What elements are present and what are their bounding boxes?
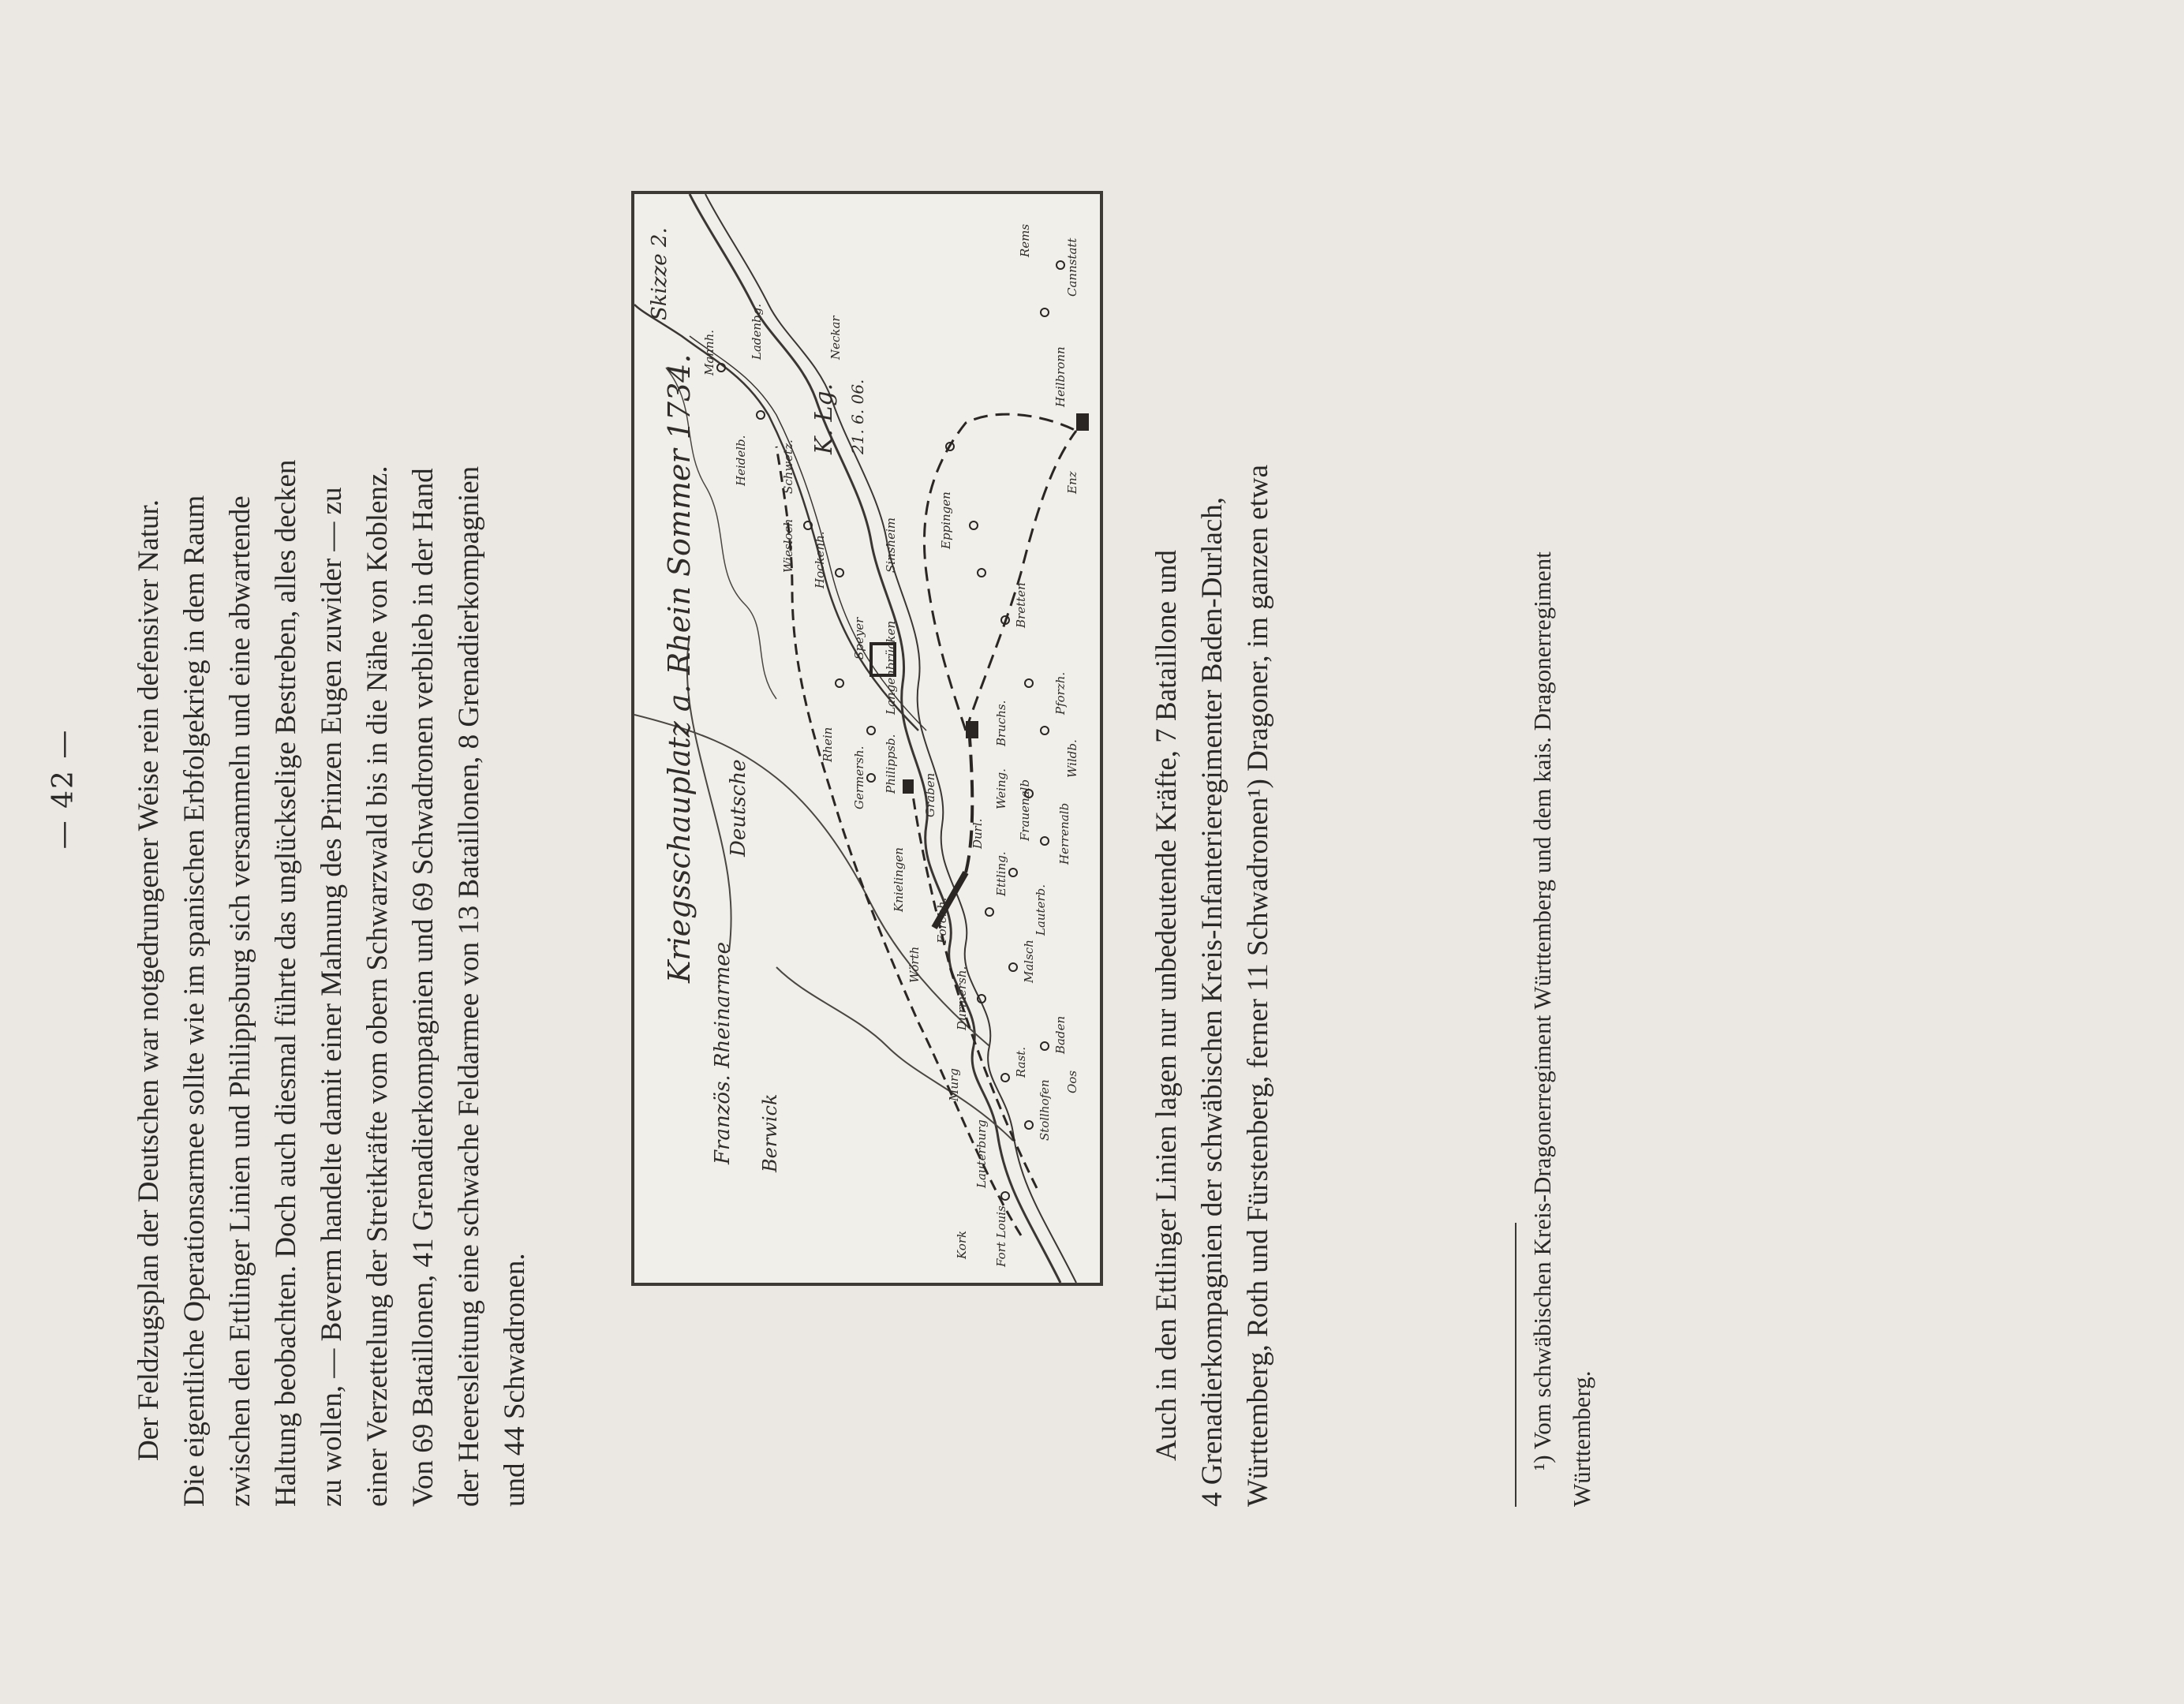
text-line: Haltung beobachten. Doch auch diesmal führte das unglückselige Bestreben, alles decken <box>270 459 302 1507</box>
map-place: Bretten <box>1014 582 1028 628</box>
map-place: Rhein <box>821 727 835 762</box>
map-place: Durmersh. <box>955 966 969 1030</box>
text-line: der Heeresleitung eine schwache Feldarmee von 13 Bataillonen, 8 Grenadierkompagnien <box>453 465 485 1507</box>
map-place: Pforzh. <box>1053 671 1068 715</box>
map-place: Germersh. <box>852 746 866 809</box>
text-line: und 44 Schwadronen. <box>499 1253 531 1507</box>
map-title: Kriegsschauplatz a. Rhein Sommer 1734. <box>662 353 697 983</box>
map-place: Rems <box>1018 223 1032 257</box>
map-place: Murg <box>947 1068 961 1101</box>
map-legend-berwick: Berwick <box>759 1093 781 1172</box>
footnote-divider <box>1515 1223 1516 1507</box>
map-place: Rast. <box>1014 1046 1028 1078</box>
text-line: Die eigentliche Operationsarmee sollte wie im spanischen Erbfolgekrieg in dem Raum <box>178 495 211 1507</box>
map-signature: K. Lg. <box>810 383 838 454</box>
text-line: zwischen den Ettlinger Linien und Philippsburg sich versammeln und eine abwartende <box>224 495 256 1507</box>
map-place: Hockenh. <box>813 531 827 589</box>
map-place: Cannstatt <box>1065 237 1079 297</box>
text-line: Württemberg, Roth und Fürstenberg, ferner 11 Schwadronen¹) Dragoner, im ganzen etwa <box>1242 465 1274 1507</box>
map-place: Enz <box>1065 471 1079 494</box>
footnote <box>1523 24 1602 1507</box>
map-place: Lauterburg <box>974 1119 989 1188</box>
text-line: einer Verzettelung der Streitkräfte vom obern Schwarzwald bis in die Nähe von Koblenz. <box>361 465 394 1507</box>
map-place: Stollhofen <box>1038 1079 1052 1141</box>
map-legend-german: Deutsche <box>727 759 750 857</box>
text-line: Von 69 Bataillonen, 41 Grenadierkompagnien und 69 Schwadronen verblieb in der Hand <box>407 468 439 1507</box>
map-place: Durl. <box>970 818 985 849</box>
map-drawing <box>634 194 1100 1283</box>
map-place: Frauenalb <box>1018 779 1032 841</box>
map-place: Forchh. <box>935 897 949 944</box>
map-place: Sinsheim <box>884 518 898 573</box>
map-place: Knielingen <box>892 847 906 912</box>
map-place: Lauterb. <box>1034 884 1048 936</box>
map-place: Mannh. <box>702 329 716 376</box>
map-place: Kork <box>955 1230 969 1259</box>
map-place: Eppingen <box>939 491 953 549</box>
map-place: Philippsb. <box>884 734 898 794</box>
map-place: Wörth <box>907 946 922 983</box>
text-line: Der Feldzugsplan der Deutschen war notgedrungener Weise rein defensiver Natur. <box>133 499 165 1461</box>
paragraph-2 <box>1144 24 1281 1507</box>
text-line: zu wollen, — Beverm handelte damit einer Mahnung des Prinzen Eugen zuwider — zu <box>316 487 348 1507</box>
footnote-line: Württemberg. <box>1568 1370 1595 1507</box>
text-line: Auch in den Ettlinger Linien lagen nur unbedeutende Kräfte, 7 Bataillone und <box>1150 550 1183 1461</box>
map-place: Herrenalb <box>1057 802 1071 865</box>
map-place: Wildb. <box>1065 739 1079 778</box>
text-line: 4 Grenadierkompagnien der schwäbischen Kreis-Infanterieregimenter Baden-Durlach, <box>1196 496 1228 1507</box>
map-place: Ladenbg. <box>750 303 764 360</box>
footnote-line: ¹) Vom schwäbischen Kreis-Dragonerregiment Württemberg und dem kais. Dragonerregiment <box>1528 551 1556 1470</box>
map-place: Heidelb. <box>734 435 748 486</box>
map-place: Wiesloch <box>781 518 795 573</box>
map-place: Ettling. <box>994 851 1008 896</box>
map-place: Langenbrücken <box>884 620 898 715</box>
map-sketch-label: Skizze 2. <box>648 227 671 320</box>
map-place: Fort Louis <box>994 1205 1008 1267</box>
page-number: — 42 — <box>47 728 80 850</box>
map-sketch <box>631 191 1103 1286</box>
map-place: Oos <box>1065 1070 1079 1093</box>
map-place: Speyer <box>852 617 866 660</box>
map-place: Neckar <box>828 316 843 360</box>
map-place: Heilbronn <box>1053 346 1068 407</box>
paragraph-1 <box>126 24 538 1507</box>
map-place: Malsch <box>1022 940 1036 983</box>
map-place: Baden <box>1053 1015 1068 1054</box>
map-place: Weing. <box>994 768 1008 809</box>
map-signature-date: 21. 6. 06. <box>848 379 867 454</box>
map-place: Schwetz. <box>781 439 795 494</box>
map-place: Graben <box>923 772 937 817</box>
map-legend-french: Französ. Rheinarmee <box>711 941 735 1164</box>
map-place: Bruchs. <box>994 700 1008 746</box>
